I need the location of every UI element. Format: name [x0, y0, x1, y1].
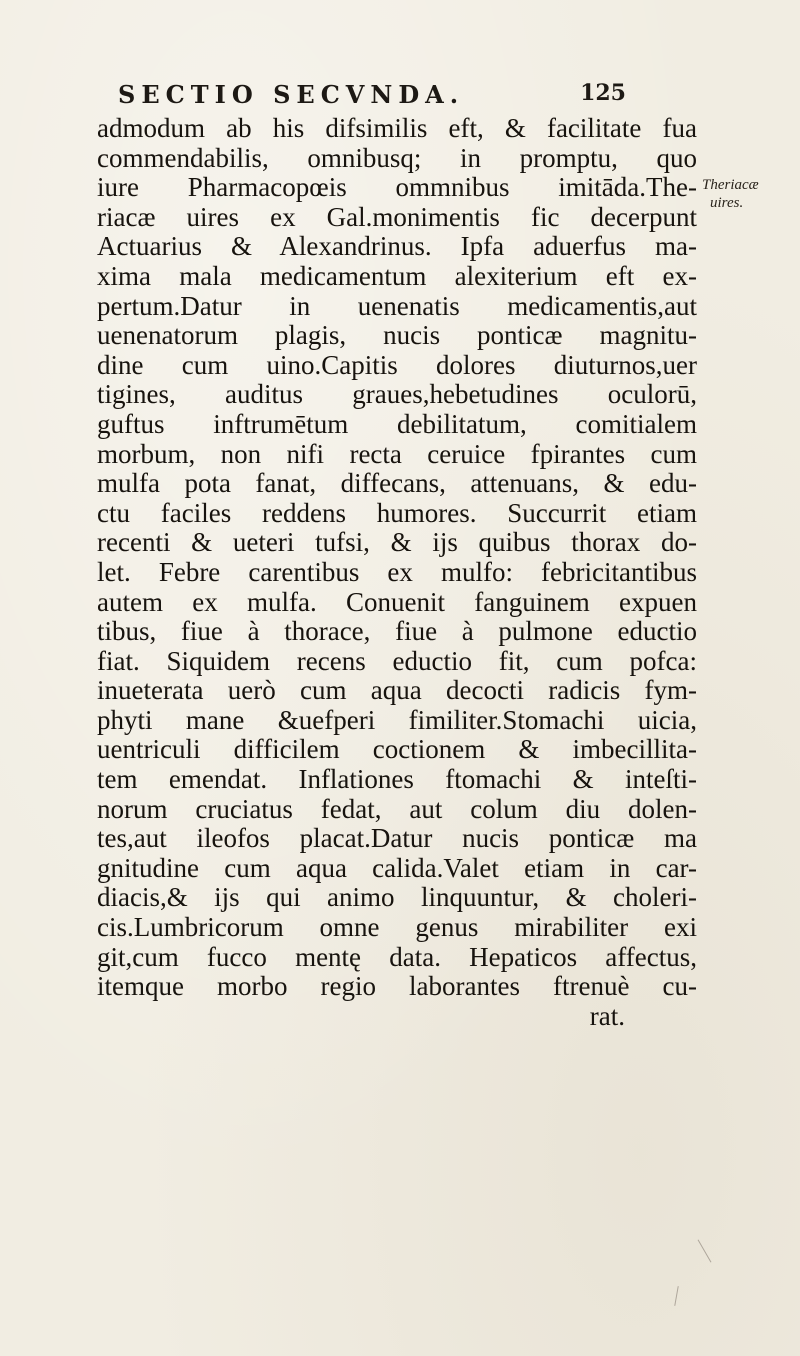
text-line: tibus, fiue à thorace, fiue à pulmone eductio [97, 616, 697, 647]
text-line: uenenatorum plagis, nucis ponticæ magnitu- [97, 320, 697, 351]
paper-mark [674, 1286, 678, 1306]
paper-mark [698, 1239, 712, 1262]
text-line: admodum ab his difsimilis eft, & facilitate fua [97, 113, 697, 143]
section-title: SECTIO SECVNDA. [118, 80, 465, 109]
marginal-note-line: uires. [710, 195, 744, 211]
text-line: cis.Lumbricorum omne genus mirabiliter exi [97, 912, 697, 943]
text-line: inueterata uerò cum aqua decocti radicis fym- [97, 675, 697, 706]
text-line: recenti & ueteri tufsi, & ijs quibus thorax do- [97, 527, 697, 558]
text-line: mulfa pota fanat, diffecans, attenuans, & edu- [97, 468, 697, 499]
text-line: diacis,& ijs qui animo linquuntur, & choleri- [97, 882, 697, 913]
text-line: tes,aut ileofos placat.Datur nucis ponticæ ma [97, 823, 697, 854]
text-line: dine cum uino.Capitis dolores diuturnos,uer [97, 349, 697, 380]
text-line: let. Febre carentibus ex mulfo: febricitantibus [97, 556, 697, 587]
text-line: rat. [589, 1000, 625, 1031]
text-line: autem ex mulfa. Conuenit fanguinem expuen [97, 586, 697, 617]
text-line: uentriculi difficilem coctionem & imbecillita- [97, 734, 697, 765]
body-text [97, 114, 697, 1031]
text-line: Actuarius & Alexandrinus. Ipfa aduerfus ma- [97, 231, 697, 262]
text-line: iure Pharmacopœis ommnibus imitāda.The- [97, 172, 697, 203]
text-line: commendabilis, omnibusq; in promptu, quo [97, 142, 697, 173]
marginal-note-line: Theriacæ [702, 177, 759, 193]
text-line: itemque morbo regio laborantes ftrenuè cu- [97, 971, 697, 1002]
text-line: xima mala medicamentum alexiterium eft ex- [97, 260, 697, 291]
text-line: fiat. Siquidem recens eductio fit, cum pofca: [97, 645, 697, 676]
page-number: 125 [580, 80, 626, 106]
text-line: morbum, non nifi recta ceruice fpirantes cum [97, 438, 697, 469]
text-line: git,cum fucco mentę data. Hepaticos affectus, [97, 941, 697, 972]
text-line: tigines, auditus graues,hebetudines oculorū, [97, 379, 697, 410]
marginal-note [702, 176, 782, 212]
text-line: gnitudine cum aqua calida.Valet etiam in car- [97, 852, 697, 883]
text-line: tem emendat. Inflationes ftomachi & inteſti- [97, 764, 697, 795]
text-line: norum cruciatus fedat, aut colum diu dolen- [97, 793, 697, 824]
text-line: phyti mane &uefperi fimiliter.Stomachi uicia, [97, 704, 697, 735]
text-line: riacæ uires ex Gal.monimentis fic decerpunt [97, 201, 697, 232]
text-line: guftus inftrumētum debilitatum, comitialem [97, 408, 697, 439]
text-line: ctu faciles reddens humores. Succurrit etiam [97, 497, 697, 528]
text-line: pertum.Datur in uenenatis medicamentis,aut [97, 290, 697, 321]
